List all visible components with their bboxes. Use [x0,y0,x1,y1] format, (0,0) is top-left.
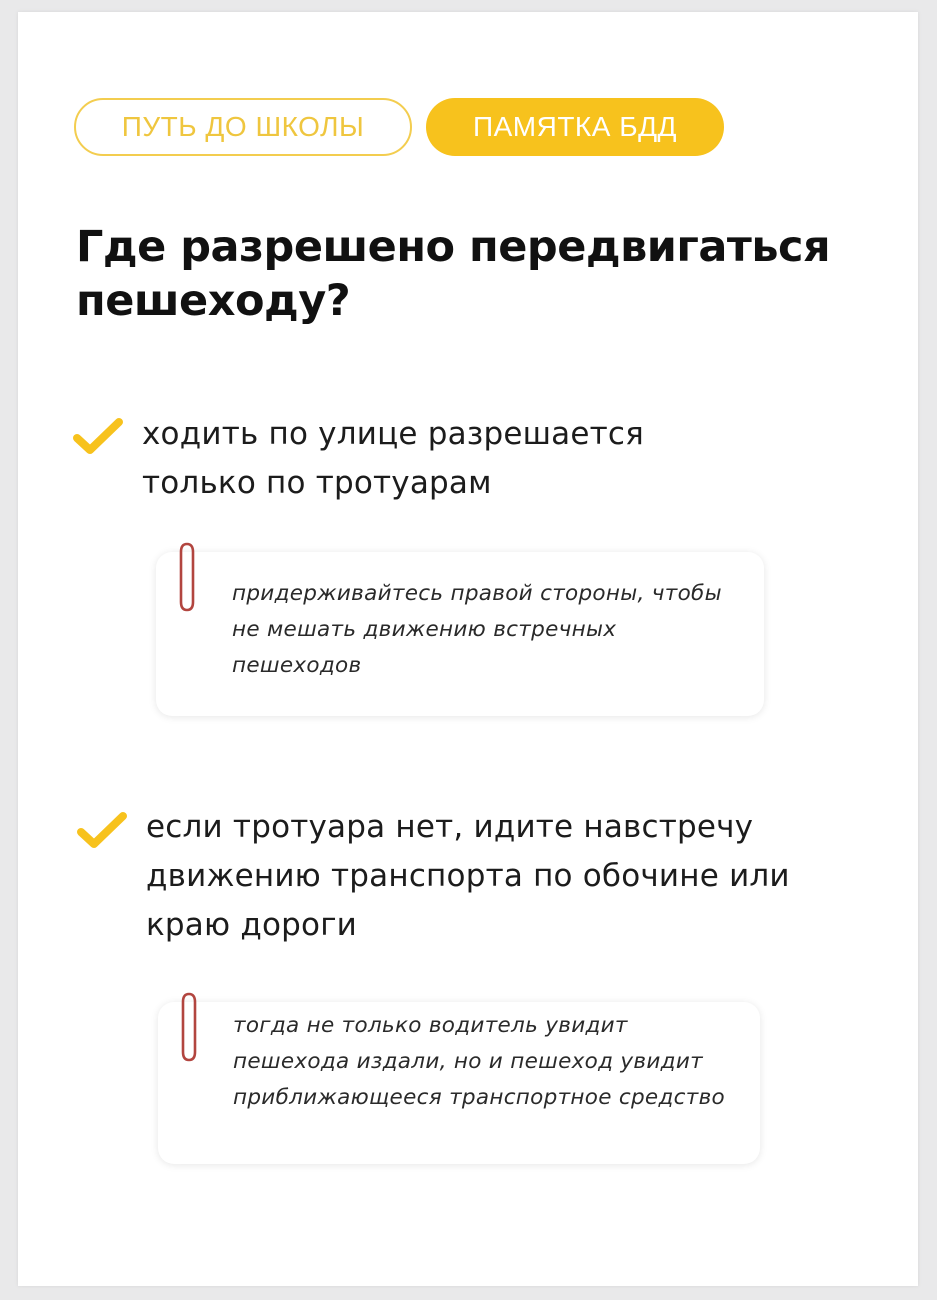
tag-route-label: ПУТЬ ДО ШКОЛЫ [121,111,365,142]
paperclip-icon [174,990,204,1064]
checkmark-icon [76,808,128,852]
paperclip-icon [172,540,202,614]
rule-item-2-text: если тротуара нет, идите навстречу движению транспорта по обочине или краю дороги [146,809,790,943]
note-2-text: тогда не только водитель увидит пешехода издали, но и пешеход увидит приближающееся транспортное средство [233,1013,725,1110]
note-card-1 [156,552,764,716]
checkmark-icon [72,414,124,458]
page-title: Где разрешено передвигаться пешеходу? [76,222,831,326]
memo-card [18,12,918,1286]
note-1-text: придерживайтесь правой стороны, чтобы не мешать движению встречных пешеходов [232,581,722,678]
rule-item-1-text: ходить по улице разрешается только по тротуарам [142,416,644,501]
tag-traffic-rules-memo[interactable] [426,98,724,156]
note-card-2 [158,1002,760,1164]
tag-memo-label: ПАМЯТКА БДД [472,111,677,142]
tag-route-to-school[interactable] [74,98,412,156]
